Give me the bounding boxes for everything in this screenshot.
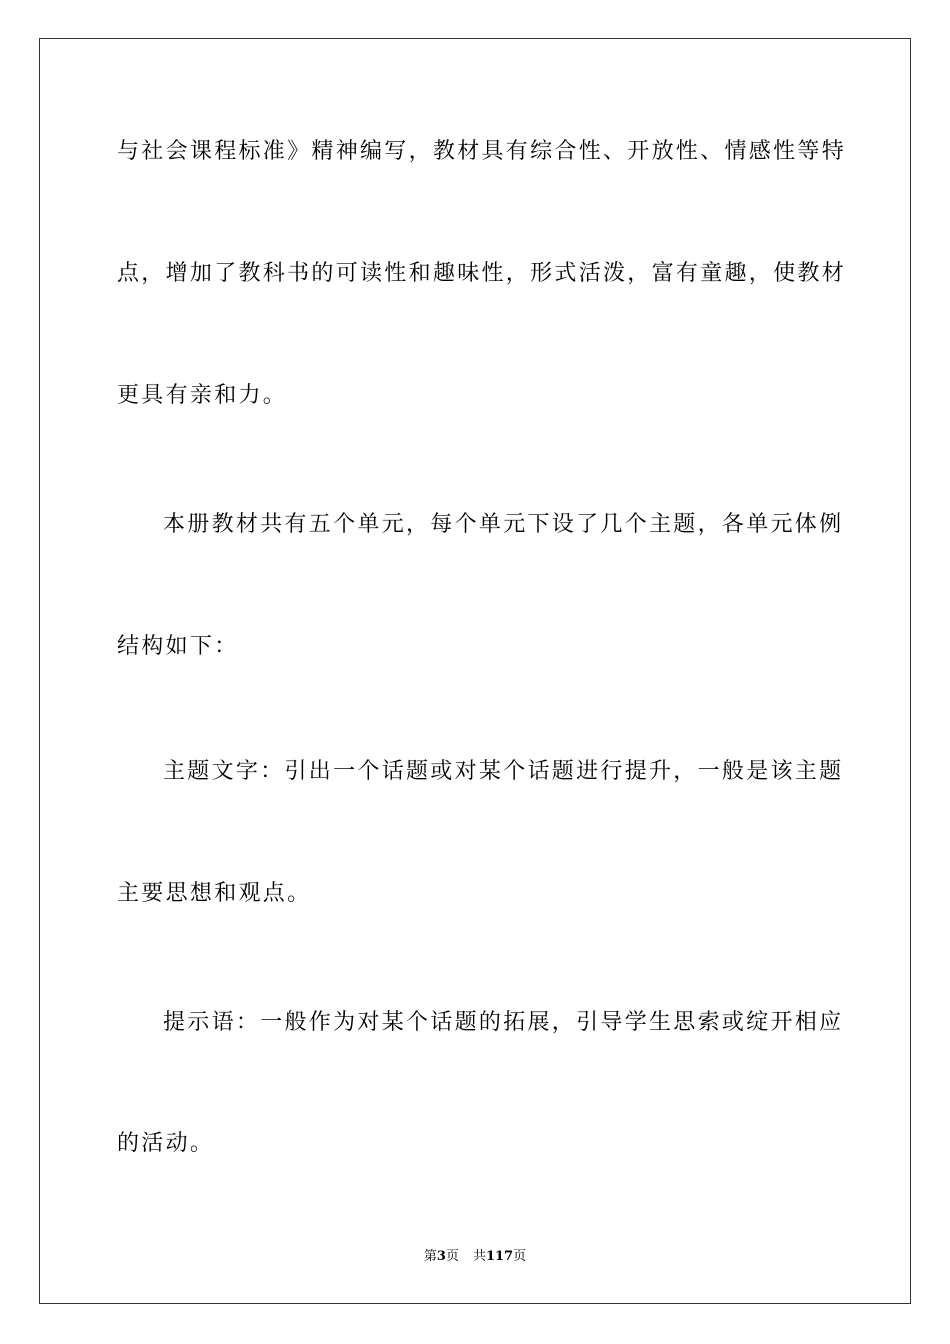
page-footer — [0, 1248, 950, 1266]
footer-total-prefix: 共 — [472, 1249, 486, 1264]
paragraph-3-line-1: 主题文字：引出一个话题或对某个话题进行提升，一般是该主题 — [163, 759, 844, 784]
paragraph-1-line-2: 点，增加了教科书的可读性和趣味性，形式活泼，富有童趣，使教材 — [117, 261, 847, 286]
footer-page-suffix: 页 — [445, 1249, 459, 1264]
paragraph-1-line-1: 与社会课程标准》精神编写，教材具有综合性、开放性、情感性等特 — [117, 139, 847, 164]
paragraph-4-line-2: 的活动。 — [117, 1131, 215, 1156]
paragraph-4-line-1: 提示语：一般作为对某个话题的拓展，引导学生思索或绽开相应 — [163, 1010, 844, 1035]
paragraph-2-line-1: 本册教材共有五个单元，每个单元下设了几个主题，各单元体例 — [163, 512, 844, 537]
footer-total-pages: 117 — [485, 1249, 514, 1264]
footer-page-prefix: 第 — [423, 1249, 437, 1264]
paragraph-1-line-3: 更具有亲和力。 — [117, 383, 288, 408]
footer-total-suffix: 页 — [513, 1249, 527, 1264]
page-border — [39, 38, 911, 1304]
footer-page-number: 3 — [436, 1249, 446, 1264]
paragraph-3-line-2: 主要思想和观点。 — [117, 881, 312, 906]
paragraph-2-line-2: 结构如下： — [117, 634, 239, 659]
